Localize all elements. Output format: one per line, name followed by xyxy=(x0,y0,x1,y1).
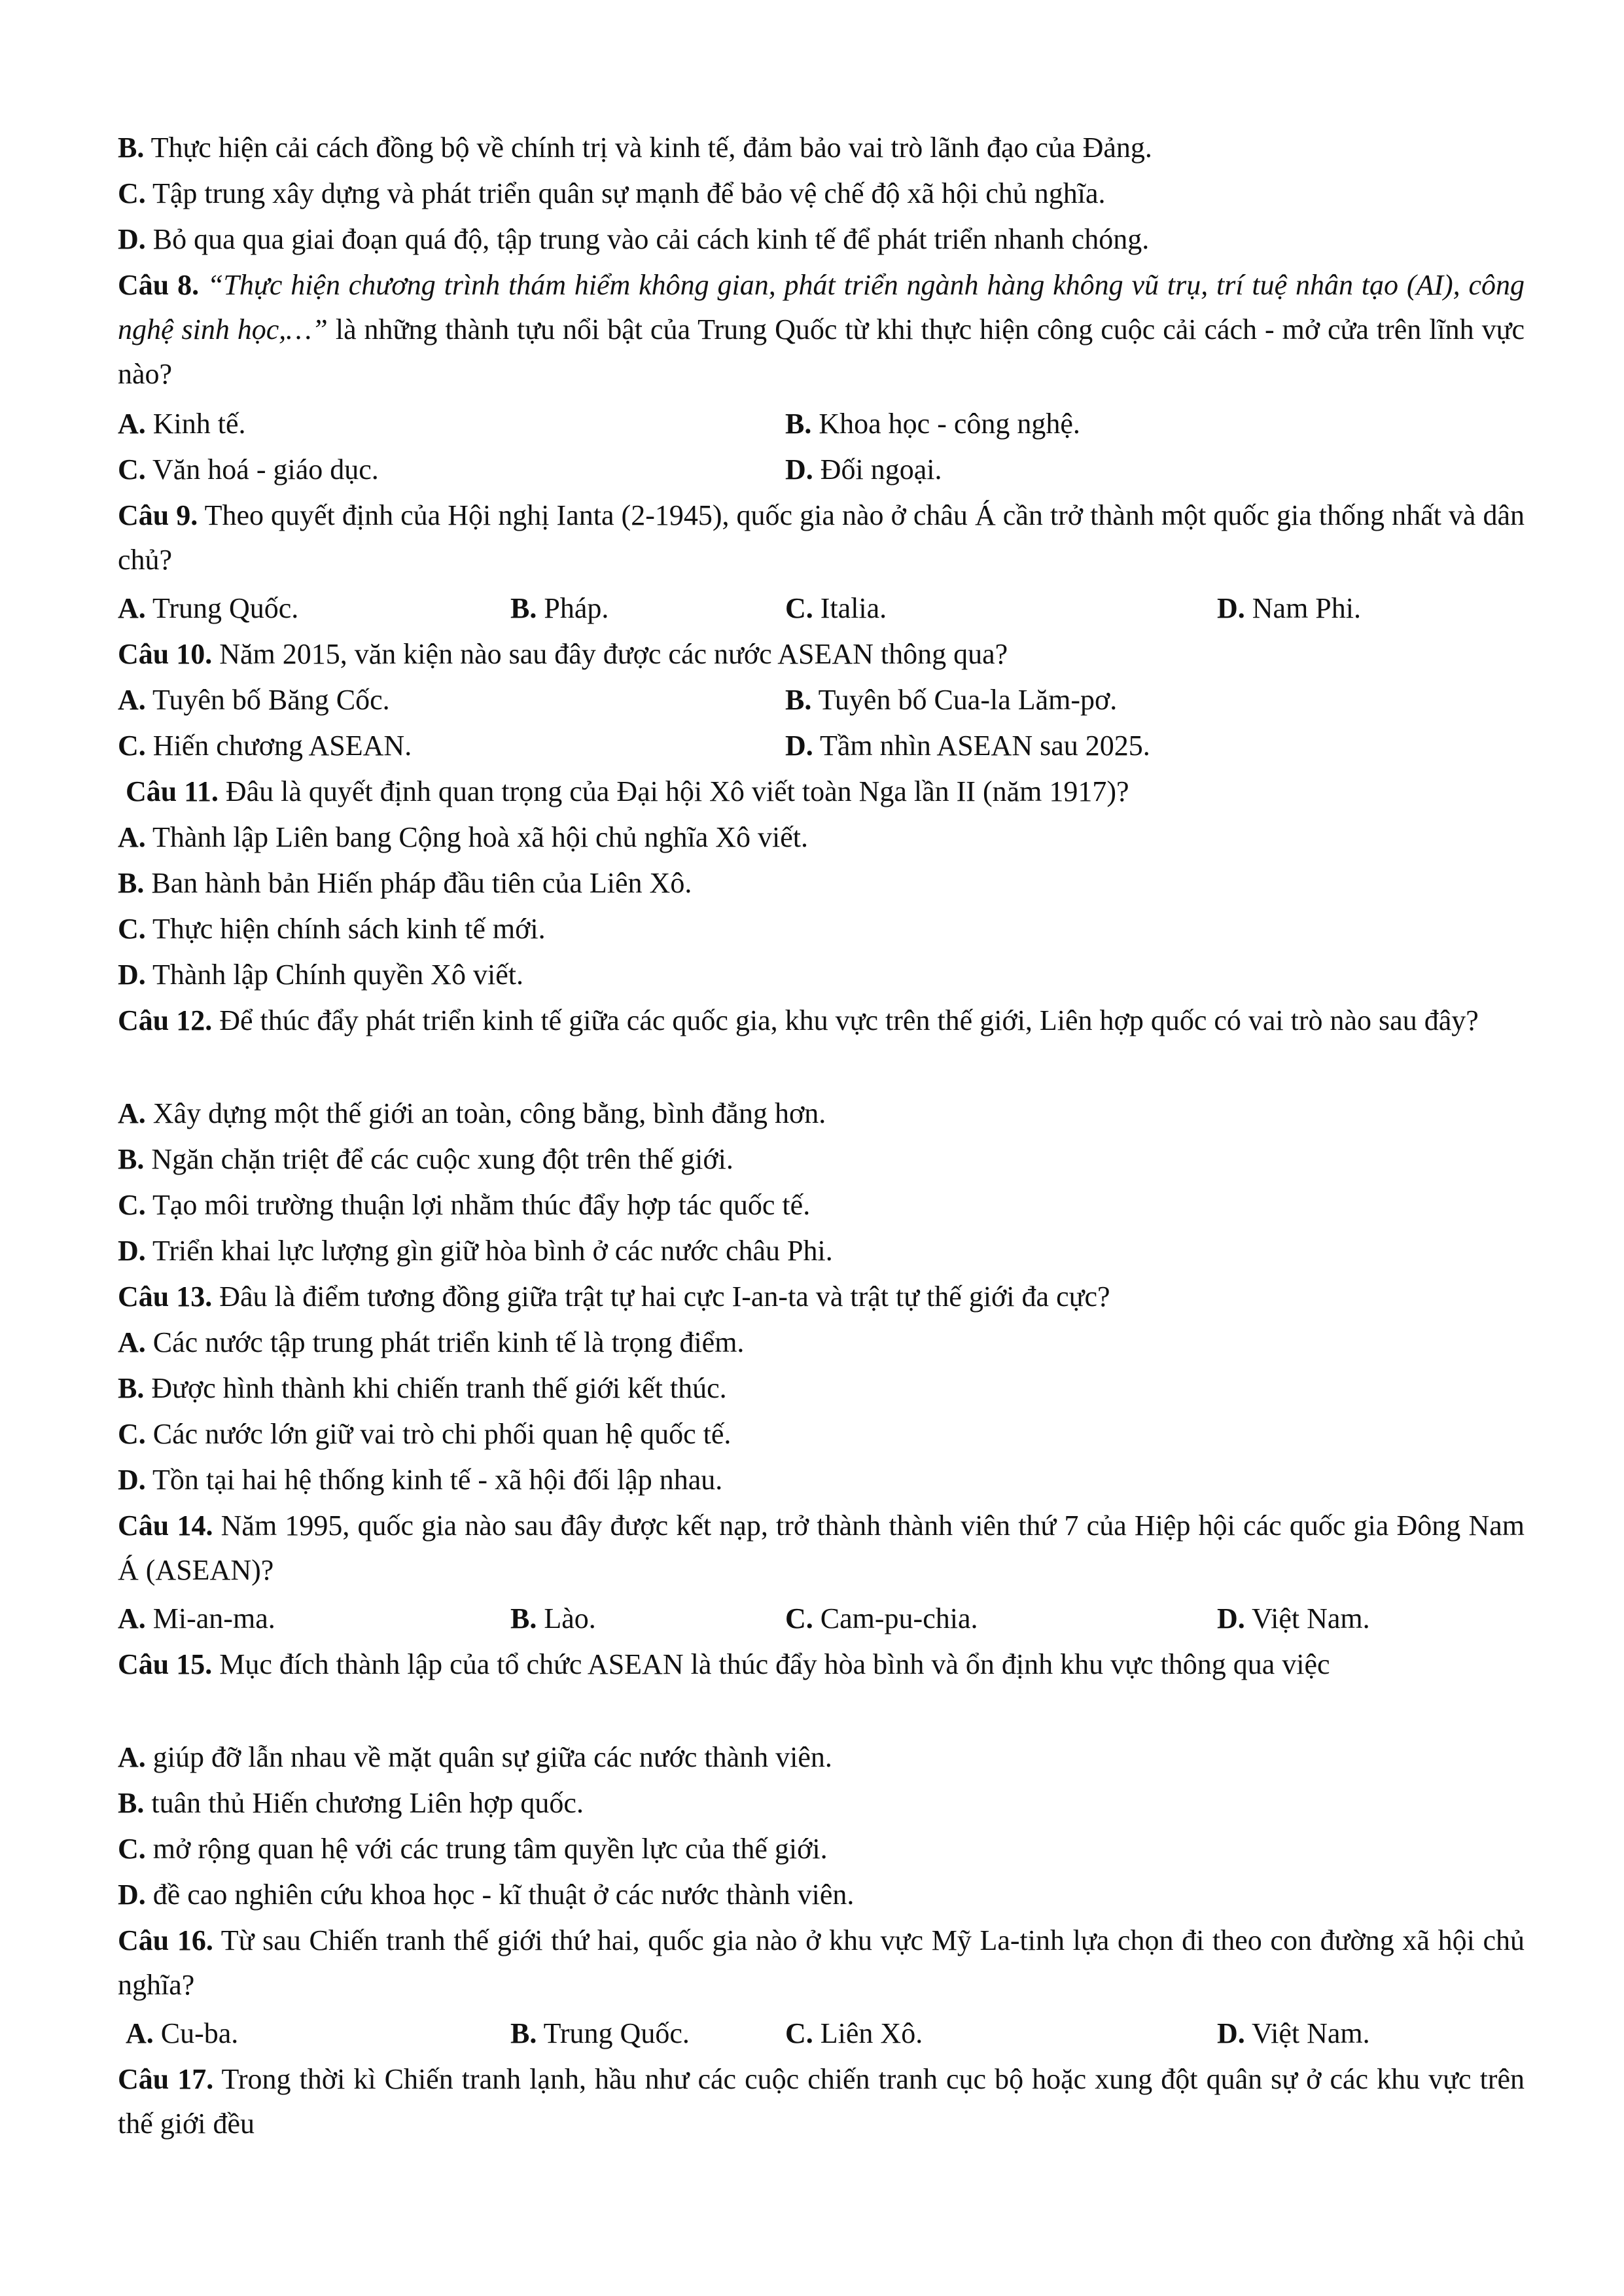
q10-option-a[interactable] xyxy=(118,678,390,722)
option-letter: C. xyxy=(118,453,146,486)
q16-option-d[interactable] xyxy=(1217,2011,1370,2056)
question-15 xyxy=(118,1642,1525,1687)
option-text: đề cao nghiên cứu khoa học - kĩ thuật ở các nước thành viên. xyxy=(152,1879,855,1911)
option-text: mở rộng quan hệ với các trung tâm quyền lực của thế giới. xyxy=(152,1833,828,1865)
q14-option-d[interactable] xyxy=(1217,1597,1370,1641)
question-quote: “Thực hiện chương trình thám hiểm không gian, phát triển ngành hàng không vũ trụ, trí tuệ nhân tạo (AI), công nghệ sinh học,…” xyxy=(118,269,1525,345)
question-label: Câu 14. xyxy=(118,1510,213,1542)
option-letter: C. xyxy=(118,730,146,762)
option-text: Ngăn chặn triệt để các cuộc xung đột trên thế giới. xyxy=(151,1143,733,1175)
question-text: Năm 1995, quốc gia nào sau đây được kết nạp, trở thành thành viên thứ 7 của Hiệp hội các quốc gia Đông Nam Á (ASEAN)? xyxy=(118,1510,1525,1586)
option-letter: D. xyxy=(118,223,146,255)
option-text: Nam Phi. xyxy=(1252,592,1362,624)
option-text: Tuyên bố Băng Cốc. xyxy=(152,684,390,716)
q10-option-c[interactable] xyxy=(118,724,412,768)
option-letter: D. xyxy=(118,1464,146,1496)
question-11 xyxy=(126,769,1532,814)
q8-option-c[interactable] xyxy=(118,448,379,492)
option-text: Thành lập Chính quyền Xô viết. xyxy=(152,959,524,991)
question-17 xyxy=(118,2057,1525,2146)
q11-option-a[interactable] xyxy=(118,815,1525,860)
option-text: Pháp. xyxy=(544,592,609,624)
option-letter: B. xyxy=(118,1143,145,1175)
option-letter: D. xyxy=(118,959,146,991)
question-label: Câu 10. xyxy=(118,638,213,670)
option-letter: A. xyxy=(118,684,146,716)
q13-option-a[interactable] xyxy=(118,1320,1525,1365)
question-9 xyxy=(118,493,1525,582)
option-text: Được hình thành khi chiến tranh thế giới kết thúc. xyxy=(151,1372,727,1404)
q9-option-d[interactable] xyxy=(1217,586,1361,631)
option-letter: A. xyxy=(126,2017,154,2049)
option-text: Ban hành bản Hiến pháp đầu tiên của Liên Xô. xyxy=(151,867,692,899)
q12-option-b[interactable] xyxy=(118,1137,1525,1182)
option-text: Hiến chương ASEAN. xyxy=(152,730,412,762)
question-12 xyxy=(118,998,1525,1043)
q11-option-b[interactable] xyxy=(118,861,1525,906)
option-letter: B. xyxy=(118,1372,145,1404)
option-letter: D. xyxy=(118,1879,146,1911)
question-label: Câu 11. xyxy=(126,775,219,807)
option-text: Bỏ qua qua giai đoạn quá độ, tập trung vào cải cách kinh tế để phát triển nhanh chóng. xyxy=(152,223,1150,255)
option-letter: D. xyxy=(1217,2017,1245,2049)
q14-option-c[interactable] xyxy=(785,1597,978,1641)
question-text: Đâu là quyết định quan trọng của Đại hội Xô viết toàn Nga lần II (năm 1917)? xyxy=(218,775,1129,807)
q15-option-d[interactable] xyxy=(118,1873,1525,1917)
question-10 xyxy=(118,632,1525,677)
q14-option-b[interactable] xyxy=(510,1597,596,1641)
option-text: Tập trung xây dựng và phát triển quân sự mạnh để bảo vệ chế độ xã hội chủ nghĩa. xyxy=(152,177,1106,209)
option-text: Khoa học - công nghệ. xyxy=(819,408,1080,440)
question-label: Câu 15. xyxy=(118,1648,213,1680)
option-letter: B. xyxy=(785,408,812,440)
q15-option-c[interactable] xyxy=(118,1827,1525,1871)
q15-option-b[interactable] xyxy=(118,1781,1525,1826)
question-text: là những thành tựu nổi bật của Trung Quốc từ khi thực hiện công cuộc cải cách - mở cửa trên lĩnh vực nào? xyxy=(118,313,1525,390)
option-letter: C. xyxy=(118,1189,146,1221)
option-text: Việt Nam. xyxy=(1252,1602,1370,1634)
option-letter: A. xyxy=(118,592,146,624)
q10-option-b[interactable] xyxy=(785,678,1117,722)
question-text: Từ sau Chiến tranh thế giới thứ hai, quốc gia nào ở khu vực Mỹ La-tinh lựa chọn đi theo con đường xã hội chủ nghĩa? xyxy=(118,1924,1525,2001)
option-text: Các nước lớn giữ vai trò chi phối quan hệ quốc tế. xyxy=(152,1418,732,1450)
q16-option-c[interactable] xyxy=(785,2011,923,2056)
option-letter: B. xyxy=(510,592,537,624)
question-text: Theo quyết định của Hội nghị Ianta (2-1945), quốc gia nào ở châu Á cần trở thành một quốc gia thống nhất và dân chủ? xyxy=(118,499,1525,576)
question-13 xyxy=(118,1275,1525,1319)
option-text: Đối ngoại. xyxy=(820,453,942,486)
question-label: Câu 9. xyxy=(118,499,198,531)
option-letter: B. xyxy=(118,1787,145,1819)
q8-option-a[interactable] xyxy=(118,402,246,446)
q16-option-a[interactable] xyxy=(126,2011,238,2056)
option-letter: A. xyxy=(118,408,146,440)
question-label: Câu 8. xyxy=(118,269,200,301)
option-letter: D. xyxy=(1217,592,1245,624)
option-text: Thành lập Liên bang Cộng hoà xã hội chủ nghĩa Xô viết. xyxy=(152,821,808,853)
q13-option-d[interactable] xyxy=(118,1458,1525,1502)
option-letter: D. xyxy=(118,1235,146,1267)
q8-option-d[interactable] xyxy=(785,448,942,492)
option-letter: B. xyxy=(510,2017,537,2049)
option-letter: C. xyxy=(785,2017,813,2049)
option-letter: D. xyxy=(785,730,813,762)
question-text: Đâu là điểm tương đồng giữa trật tự hai cực I-an-ta và trật tự thế giới đa cực? xyxy=(212,1280,1110,1313)
option-letter: C. xyxy=(118,913,146,945)
question-text: Năm 2015, văn kiện nào sau đây được các nước ASEAN thông qua? xyxy=(212,638,1008,670)
option-letter: D. xyxy=(785,453,813,486)
option-text: Tồn tại hai hệ thống kinh tế - xã hội đối lập nhau. xyxy=(152,1464,723,1496)
option-letter: C. xyxy=(118,1833,146,1865)
option-letter: B. xyxy=(118,867,145,899)
q14-option-a[interactable] xyxy=(118,1597,275,1641)
q11-option-c[interactable] xyxy=(118,907,1525,951)
option-text: Tầm nhìn ASEAN sau 2025. xyxy=(820,730,1150,762)
question-14 xyxy=(118,1504,1525,1593)
question-8 xyxy=(118,263,1525,397)
option-text: Kinh tế. xyxy=(152,408,246,440)
q12-option-c[interactable] xyxy=(118,1183,1525,1227)
option-text: Xây dựng một thế giới an toàn, công bằng, bình đẳng hơn. xyxy=(152,1097,826,1129)
q9-option-a[interactable] xyxy=(118,586,298,631)
option-letter: A. xyxy=(118,1326,146,1358)
q9-option-c[interactable] xyxy=(785,586,887,631)
option-text: Tuyên bố Cua-la Lăm-pơ. xyxy=(818,684,1118,716)
option-letter: C. xyxy=(118,177,146,209)
question-label: Câu 17. xyxy=(118,2063,214,2095)
q8-option-b[interactable] xyxy=(785,402,1080,446)
option-letter: A. xyxy=(118,1097,146,1129)
question-label: Câu 13. xyxy=(118,1280,213,1313)
option-text: Liên Xô. xyxy=(820,2017,923,2049)
question-text: Để thúc đẩy phát triển kinh tế giữa các quốc gia, khu vực trên thế giới, Liên hợp quốc có vai trò nào sau đây? xyxy=(212,1004,1479,1036)
option-text: Cu-ba. xyxy=(160,2017,239,2049)
option-letter: A. xyxy=(118,1741,146,1773)
option-text: Lào. xyxy=(544,1602,596,1634)
option-text: Trung Quốc. xyxy=(152,592,299,624)
option-letter: B. xyxy=(785,684,812,716)
option-letter: A. xyxy=(118,821,146,853)
q9-option-b[interactable] xyxy=(510,586,609,631)
option-text: Văn hoá - giáo dục. xyxy=(152,453,379,486)
q7-option-c[interactable] xyxy=(118,171,1525,216)
q11-option-d[interactable] xyxy=(118,953,1525,997)
q15-option-a[interactable] xyxy=(118,1735,1525,1780)
q12-option-d[interactable] xyxy=(118,1229,1525,1273)
question-text: Trong thời kì Chiến tranh lạnh, hầu như các cuộc chiến tranh cục bộ hoặc xung đột quân sự ở các khu vực trên thế giới đều xyxy=(118,2063,1525,2140)
option-letter: A. xyxy=(118,1602,146,1634)
question-label: Câu 16. xyxy=(118,1924,213,1956)
option-text: tuân thủ Hiến chương Liên hợp quốc. xyxy=(151,1787,584,1819)
option-letter: B. xyxy=(510,1602,537,1634)
option-letter: C. xyxy=(785,592,813,624)
option-text: Việt Nam. xyxy=(1252,2017,1370,2049)
option-text: Italia. xyxy=(820,592,887,624)
option-letter: D. xyxy=(1217,1602,1245,1634)
question-16 xyxy=(118,1918,1525,2007)
option-text: Cam-pu-chia. xyxy=(820,1602,978,1634)
option-text: Triển khai lực lượng gìn giữ hòa bình ở các nước châu Phi. xyxy=(152,1235,833,1267)
q16-option-b[interactable] xyxy=(510,2011,690,2056)
q13-option-b[interactable] xyxy=(118,1366,1525,1411)
option-letter: B. xyxy=(118,132,145,164)
q10-option-d[interactable] xyxy=(785,724,1150,768)
option-text: Thực hiện cải cách đồng bộ về chính trị và kinh tế, đảm bảo vai trò lãnh đạo của Đảng. xyxy=(150,132,1152,164)
q7-option-b[interactable] xyxy=(118,126,1525,170)
option-text: Các nước tập trung phát triển kinh tế là trọng điểm. xyxy=(152,1326,745,1358)
question-text: Mục đích thành lập của tổ chức ASEAN là thúc đẩy hòa bình và ổn định khu vực thông qua việc xyxy=(212,1648,1330,1680)
option-text: Thực hiện chính sách kinh tế mới. xyxy=(152,913,546,945)
option-text: Tạo môi trường thuận lợi nhằm thúc đẩy hợp tác quốc tế. xyxy=(152,1189,811,1221)
option-letter: C. xyxy=(785,1602,813,1634)
q13-option-c[interactable] xyxy=(118,1412,1525,1457)
option-text: Trung Quốc. xyxy=(543,2017,690,2049)
option-text: Mi-an-ma. xyxy=(152,1602,275,1634)
q12-option-a[interactable] xyxy=(118,1091,1525,1136)
q7-option-d[interactable] xyxy=(118,217,1525,262)
question-label: Câu 12. xyxy=(118,1004,213,1036)
option-letter: C. xyxy=(118,1418,146,1450)
option-text: giúp đỡ lẫn nhau về mặt quân sự giữa các nước thành viên. xyxy=(152,1741,832,1773)
